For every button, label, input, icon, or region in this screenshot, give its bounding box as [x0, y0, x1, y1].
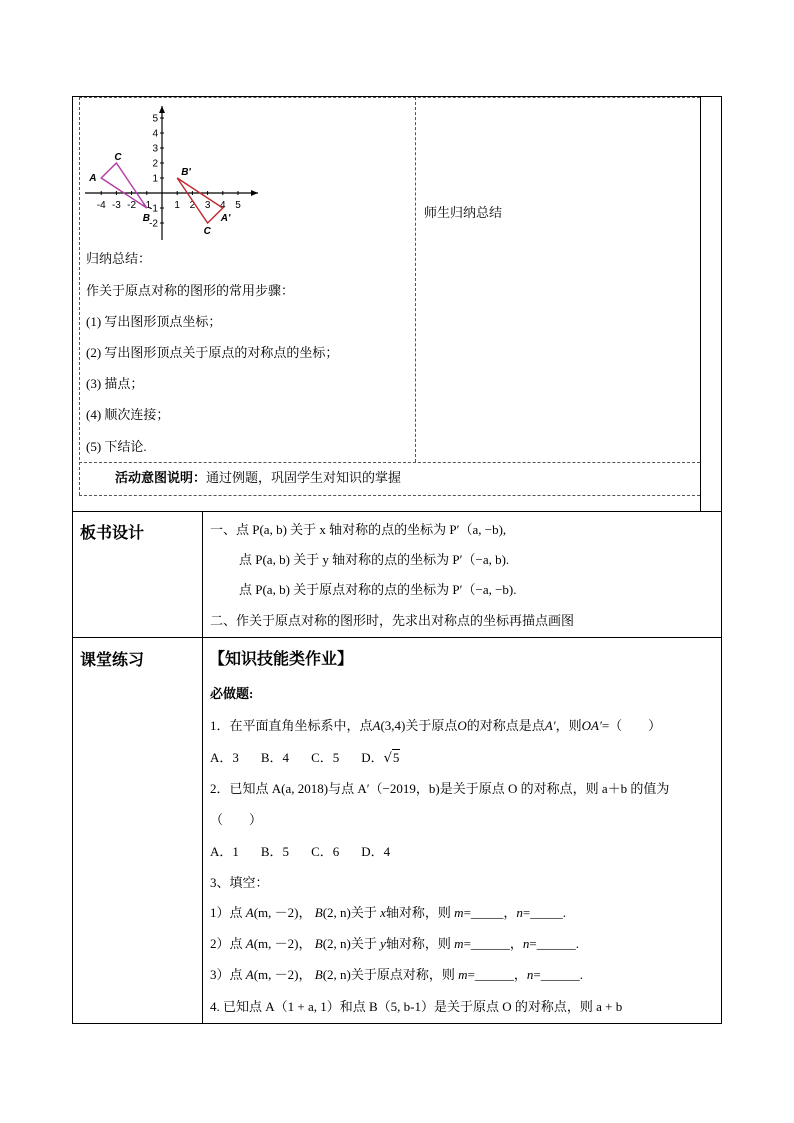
table-right-border — [721, 96, 722, 1024]
option: B．5 — [260, 844, 290, 859]
summary-step: (2) 写出图形顶点关于原点的对称点的坐标； — [86, 345, 339, 360]
option: A．3 — [210, 750, 239, 765]
x-tick-label: 2 — [189, 200, 196, 211]
summary-heading: 归纳总结： — [86, 251, 152, 266]
inner-box-top — [79, 97, 700, 98]
y-tick-label: 1 — [152, 173, 158, 185]
table-left-border — [72, 96, 73, 1024]
axes — [85, 106, 258, 240]
x-tick-label: -4 — [96, 200, 106, 211]
y-tick-label: -1 — [149, 203, 158, 215]
vertex-label: A — [89, 173, 97, 184]
question-3-item: 1）点 A(m, －2)， B(2, n)关于 x轴对称，则 m=_____，n=_____. — [210, 905, 566, 920]
x-tick-label: -3 — [111, 200, 121, 211]
vertex-label: C — [114, 152, 122, 163]
intent-label: 活动意图说明： — [115, 470, 207, 485]
summary-step: (3) 描点； — [86, 376, 144, 391]
vertex-label: B — [142, 213, 151, 224]
column-divider — [202, 511, 203, 1024]
x-tick-label: -2 — [127, 200, 137, 211]
triangles — [88, 152, 231, 237]
option: C．5 — [311, 750, 340, 765]
question-1: 1．在平面直角坐标系中，点A(3,4)关于原点O的对称点是点A′，则OA′=（ ） — [210, 718, 662, 733]
question-2-line1: 2．已知点 A(a, 2018)与点 A′（−2019，b)是关于原点 O 的对称点，则 a＋b 的值为 — [210, 781, 670, 796]
question-2-line2: （ ） — [210, 812, 263, 827]
option: A．1 — [210, 844, 239, 859]
question-3-item: 3）点 A(m, －2)， B(2, n)关于原点对称，则 m=______，n=______. — [210, 967, 583, 982]
board-line: 二、作关于原点对称的图形时，先求出对称点的坐标再描点画图 — [210, 613, 575, 628]
y-tick-label: 2 — [152, 158, 158, 170]
inner-box-separator — [79, 462, 700, 463]
y-tick-label: 5 — [152, 113, 158, 125]
question-3-item: 2）点 A(m, －2)， B(2, n)关于 y轴对称，则 m=______，n=______. — [210, 936, 579, 951]
inner-box-bottom — [79, 495, 700, 496]
row-divider-1 — [72, 511, 722, 512]
question-4: 4. 已知点 A（1 + a, 1）和点 B（5, b-1）是关于原点 O 的对称点，则 a + b — [210, 999, 623, 1014]
sqrt-symbol: √ — [383, 751, 392, 766]
teacher-note: 师生归纳总结 — [424, 205, 503, 220]
summary-step: (1) 写出图形顶点坐标； — [86, 314, 222, 329]
board-line: 一、点 P(a, b) 关于 x 轴对称的点的坐标为 P′（a, −b), — [210, 522, 507, 537]
table-bottom-border — [72, 1023, 722, 1024]
summary-step: (4) 顺次连接； — [86, 407, 170, 422]
question-3-label: 3、填空： — [210, 875, 269, 890]
option: B．4 — [260, 750, 290, 765]
intent-text: 通过例题，巩固学生对知识的掌握 — [206, 470, 402, 485]
vertex-label: B' — [181, 167, 191, 178]
x-tick-label: 5 — [235, 200, 241, 211]
intent-line — [115, 470, 401, 486]
x-tick-label: -1 — [142, 200, 152, 211]
y-tick-label: 3 — [152, 143, 158, 155]
reflected-triangle — [177, 178, 223, 223]
x-axis-arrow — [251, 190, 258, 196]
board-line: 点 P(a, b) 关于 y 轴对称的点的坐标为 P′（−a, b). — [239, 552, 510, 567]
table-inner-right-border — [700, 96, 701, 511]
summary-intro: 作关于原点对称的图形的常用步骤： — [86, 283, 295, 298]
board-title: 板书设计 — [80, 523, 145, 542]
y-tick-label: 4 — [152, 128, 158, 140]
x-tick-label: 4 — [220, 200, 226, 211]
option: C．6 — [311, 844, 340, 859]
option: D．4 — [361, 844, 391, 859]
inner-box-middle — [415, 97, 416, 462]
question-1-options — [210, 750, 400, 767]
y-tick-label: -2 — [149, 218, 158, 230]
original-triangle — [101, 163, 147, 208]
row-divider-2 — [72, 637, 722, 638]
x-tick-label: 1 — [174, 200, 180, 211]
practice-section-title: 【知识技能类作业】 — [209, 651, 354, 668]
board-line: 点 P(a, b) 关于原点对称的点的坐标为 P′（−a, −b). — [239, 582, 517, 597]
coordinate-figure — [80, 100, 280, 245]
summary-step: (5) 下结论. — [86, 439, 147, 454]
vertex-label: A' — [220, 213, 231, 224]
option: D． — [361, 750, 384, 765]
x-tick-label: 3 — [204, 200, 211, 211]
sqrt-radicand: 5 — [392, 750, 400, 765]
practice-title: 课堂练习 — [80, 650, 145, 669]
y-axis-arrow — [159, 106, 165, 113]
question-2-options — [210, 844, 390, 860]
vertex-label: C — [203, 226, 211, 237]
required-label: 必做题: — [210, 686, 254, 701]
